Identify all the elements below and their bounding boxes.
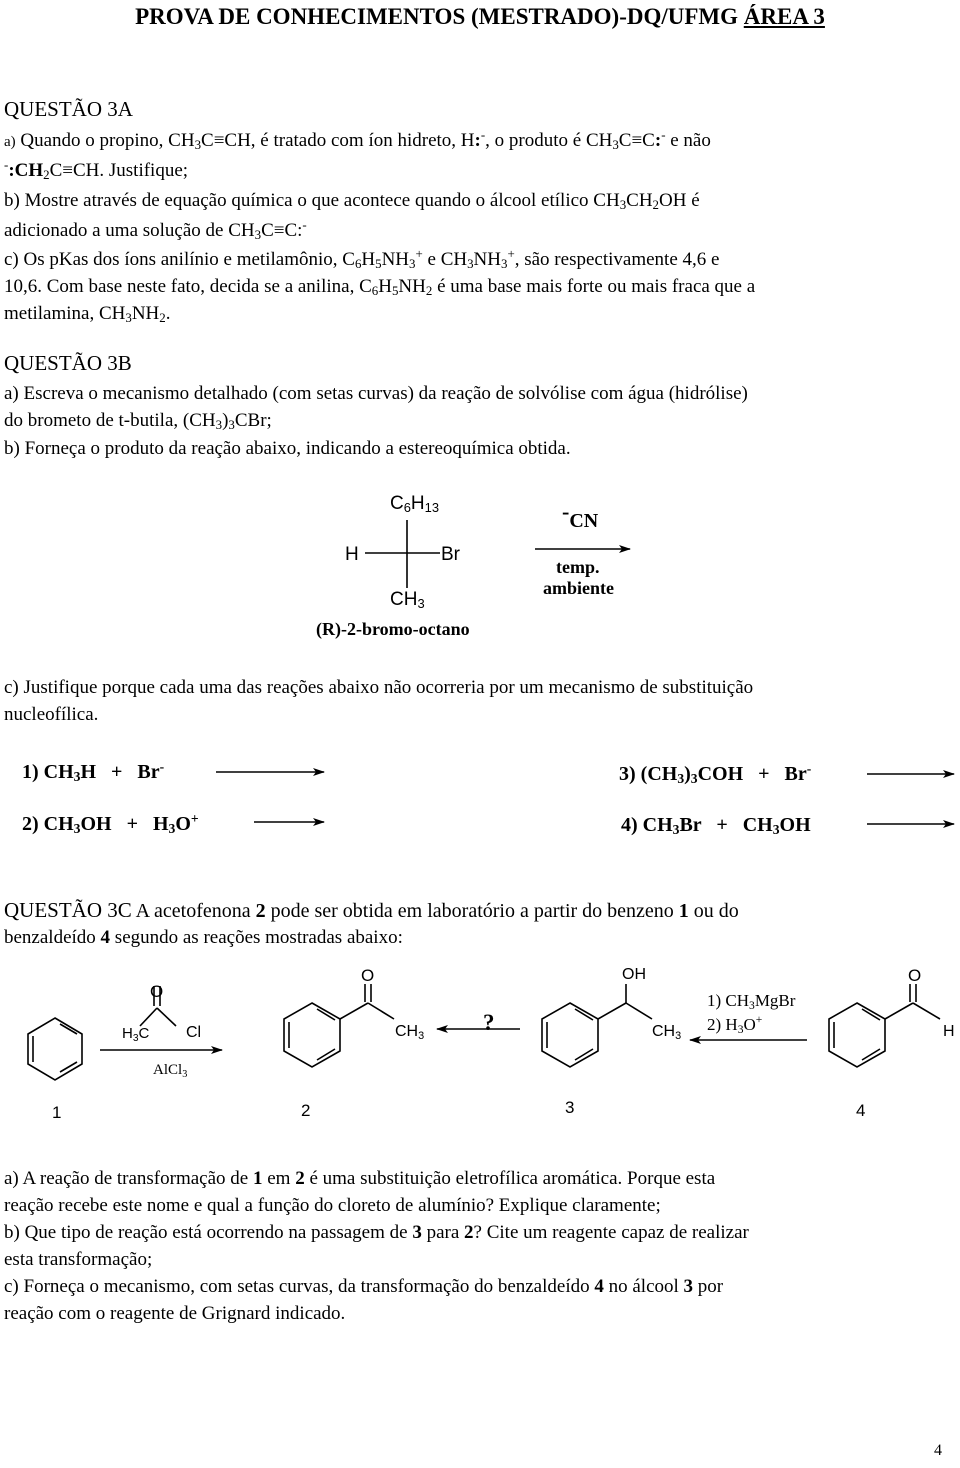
cyanide-reagent: -CN bbox=[562, 499, 599, 532]
reaction-3: 3) $(CH_3)_3COH + Br^-$ bbox=[619, 761, 812, 786]
q3a-item-b: b) Mostre através de equação química o que acontece quando o álcool etílico $CH_3CH_2OH$ é bbox=[4, 190, 700, 212]
fischer-left-group: H bbox=[345, 544, 359, 565]
question-3c-heading: QUESTÃO 3C bbox=[4, 898, 132, 922]
acyl-carbonyl-o: O bbox=[150, 982, 164, 1001]
q3c-item-b-cont: esta transformação; bbox=[4, 1249, 153, 1270]
area-label: ÁREA 3 bbox=[743, 4, 825, 29]
fischer-top-group: $C_6H_{13}$ bbox=[390, 493, 440, 515]
acetophenone-bond-ring bbox=[340, 1003, 368, 1019]
q3c-item-a: a) A reação de transformação de 1 em 2 é uma substituição eletrofílica aromática. Porque esta bbox=[4, 1168, 716, 1189]
q3a-item-a-cont: $^-:CH_2C\equiv CH$. Justifique; bbox=[4, 157, 189, 182]
compound-number-2: 2 bbox=[301, 1101, 311, 1120]
reaction-1: 1) $CH_3H + Br^-$ bbox=[22, 759, 165, 784]
fischer-compound-name: (R)-2-bromo-octano bbox=[316, 619, 470, 639]
benzene-ring-4 bbox=[829, 1003, 885, 1067]
acetophenone-o: O bbox=[361, 966, 375, 985]
reaction-4: 4) $CH_3Br + CH_3OH$ bbox=[621, 814, 811, 837]
reaction-condition-ambient: ambiente bbox=[543, 578, 614, 598]
page-title: PROVA DE CONHECIMENTOS (MESTRADO)-DQ/UFMG ÁREA 3 bbox=[135, 4, 825, 29]
grignard-step-1: 1) $CH_3MgBr$ bbox=[707, 991, 796, 1012]
q3c-intro-cont: benzaldeído 4 segundo as reações mostradas abaixo: bbox=[4, 927, 403, 948]
alcohol-bond-ring bbox=[598, 1003, 626, 1019]
q3a-item-a: a) Quando o propino, $CH_3C\equiv CH$, é tratado com íon hidreto, H:-, o produto é $CH_3C\equiv C:^-$ e não bbox=[4, 127, 711, 152]
compound-number-4: 4 bbox=[856, 1101, 866, 1120]
q3c-item-c: c) Forneça o mecanismo, com setas curvas, da transformação do benzaldeído 4 no álcool 3 por bbox=[4, 1276, 724, 1297]
benzene-ring-1 bbox=[28, 1018, 82, 1080]
q3b-item-c-cont: nucleofílica. bbox=[4, 704, 99, 725]
benzaldehyde-o: O bbox=[908, 966, 922, 985]
q3b-item-a: a) Escreva o mecanismo detalhado (com setas curvas) da reação de solvólise com água (hidrólise) bbox=[4, 383, 748, 404]
reaction-2: 2) $CH_3OH + H_3O^+$ bbox=[22, 811, 199, 836]
benzaldehyde-bond-h bbox=[913, 1003, 940, 1019]
compound-number-1: 1 bbox=[52, 1103, 62, 1122]
benzene-ring-3 bbox=[542, 1003, 598, 1067]
q3c-item-c-cont: reação com o reagente de Grignard indicado. bbox=[4, 1303, 346, 1324]
fischer-right-group: Br bbox=[441, 544, 460, 565]
alcohol-oh: OH bbox=[622, 966, 646, 983]
acyl-bond-left bbox=[140, 1008, 157, 1026]
q3b-item-a-cont: do brometo de t-butila, $(CH_3)_3CBr$; bbox=[4, 410, 272, 432]
acyl-methyl: $H_3C$ bbox=[122, 1025, 150, 1044]
q3a-item-b-cont: adicionado a uma solução de $CH_3C\equiv C:^-$ bbox=[4, 217, 307, 242]
benzaldehyde-h: H bbox=[943, 1023, 955, 1040]
aluminum-chloride: AlCl$_3$ bbox=[153, 1062, 188, 1080]
compound-number-3: 3 bbox=[565, 1098, 575, 1117]
unknown-reagent-question: ? bbox=[483, 1010, 495, 1035]
page-number: 4 bbox=[934, 1442, 942, 1459]
acyl-bond-right bbox=[157, 1008, 176, 1026]
q3a-item-c-cont: 10,6. Com base neste fato, decida se a anilina, $C_6H_5NH_2$ é uma base mais forte ou mais fraca que a bbox=[4, 276, 756, 298]
benzaldehyde-bond-ring bbox=[885, 1003, 913, 1019]
question-3a-heading: QUESTÃO 3A bbox=[4, 97, 133, 121]
fischer-bottom-group: $CH_3$ bbox=[390, 589, 425, 611]
q3a-item-c-cont2: metilamina, $CH_3NH_2$. bbox=[4, 303, 171, 325]
benzene-ring-2 bbox=[284, 1003, 340, 1067]
q3b-item-b: b) Forneça o produto da reação abaixo, indicando a estereoquímica obtida. bbox=[4, 438, 571, 459]
grignard-step-2: 2) $H_3O^+$ bbox=[707, 1013, 763, 1036]
q3c-intro: QUESTÃO 3C A acetofenona 2 pode ser obtida em laboratório a partir do benzeno 1 ou do bbox=[4, 898, 739, 922]
alcohol-ch3: $CH_3$ bbox=[652, 1023, 682, 1042]
reaction-condition-temp: temp. bbox=[556, 557, 600, 577]
q3c-item-a-cont: reação recebe este nome e qual a função do cloreto de alumínio? Explique claramente; bbox=[4, 1195, 661, 1216]
alcohol-bond-methyl bbox=[626, 1003, 652, 1019]
acyl-chloride-cl: Cl bbox=[186, 1024, 202, 1041]
acetophenone-ch3: $CH_3$ bbox=[395, 1023, 425, 1042]
q3b-item-c: c) Justifique porque cada uma das reações abaixo não ocorreria por um mecanismo de substituição bbox=[4, 677, 754, 698]
q3a-item-c: c) Os pKas dos íons anilínio e metilamônio, $C_6H_5NH_3^+$ e $CH_3NH_3^+$, são respectivamente 4,6 e bbox=[4, 246, 720, 271]
acetophenone-bond-methyl bbox=[368, 1003, 394, 1019]
question-3b-heading: QUESTÃO 3B bbox=[4, 351, 132, 375]
q3c-item-b: b) Que tipo de reação está ocorrendo na passagem de 3 para 2? Cite um reagente capaz de realizar bbox=[4, 1222, 749, 1243]
